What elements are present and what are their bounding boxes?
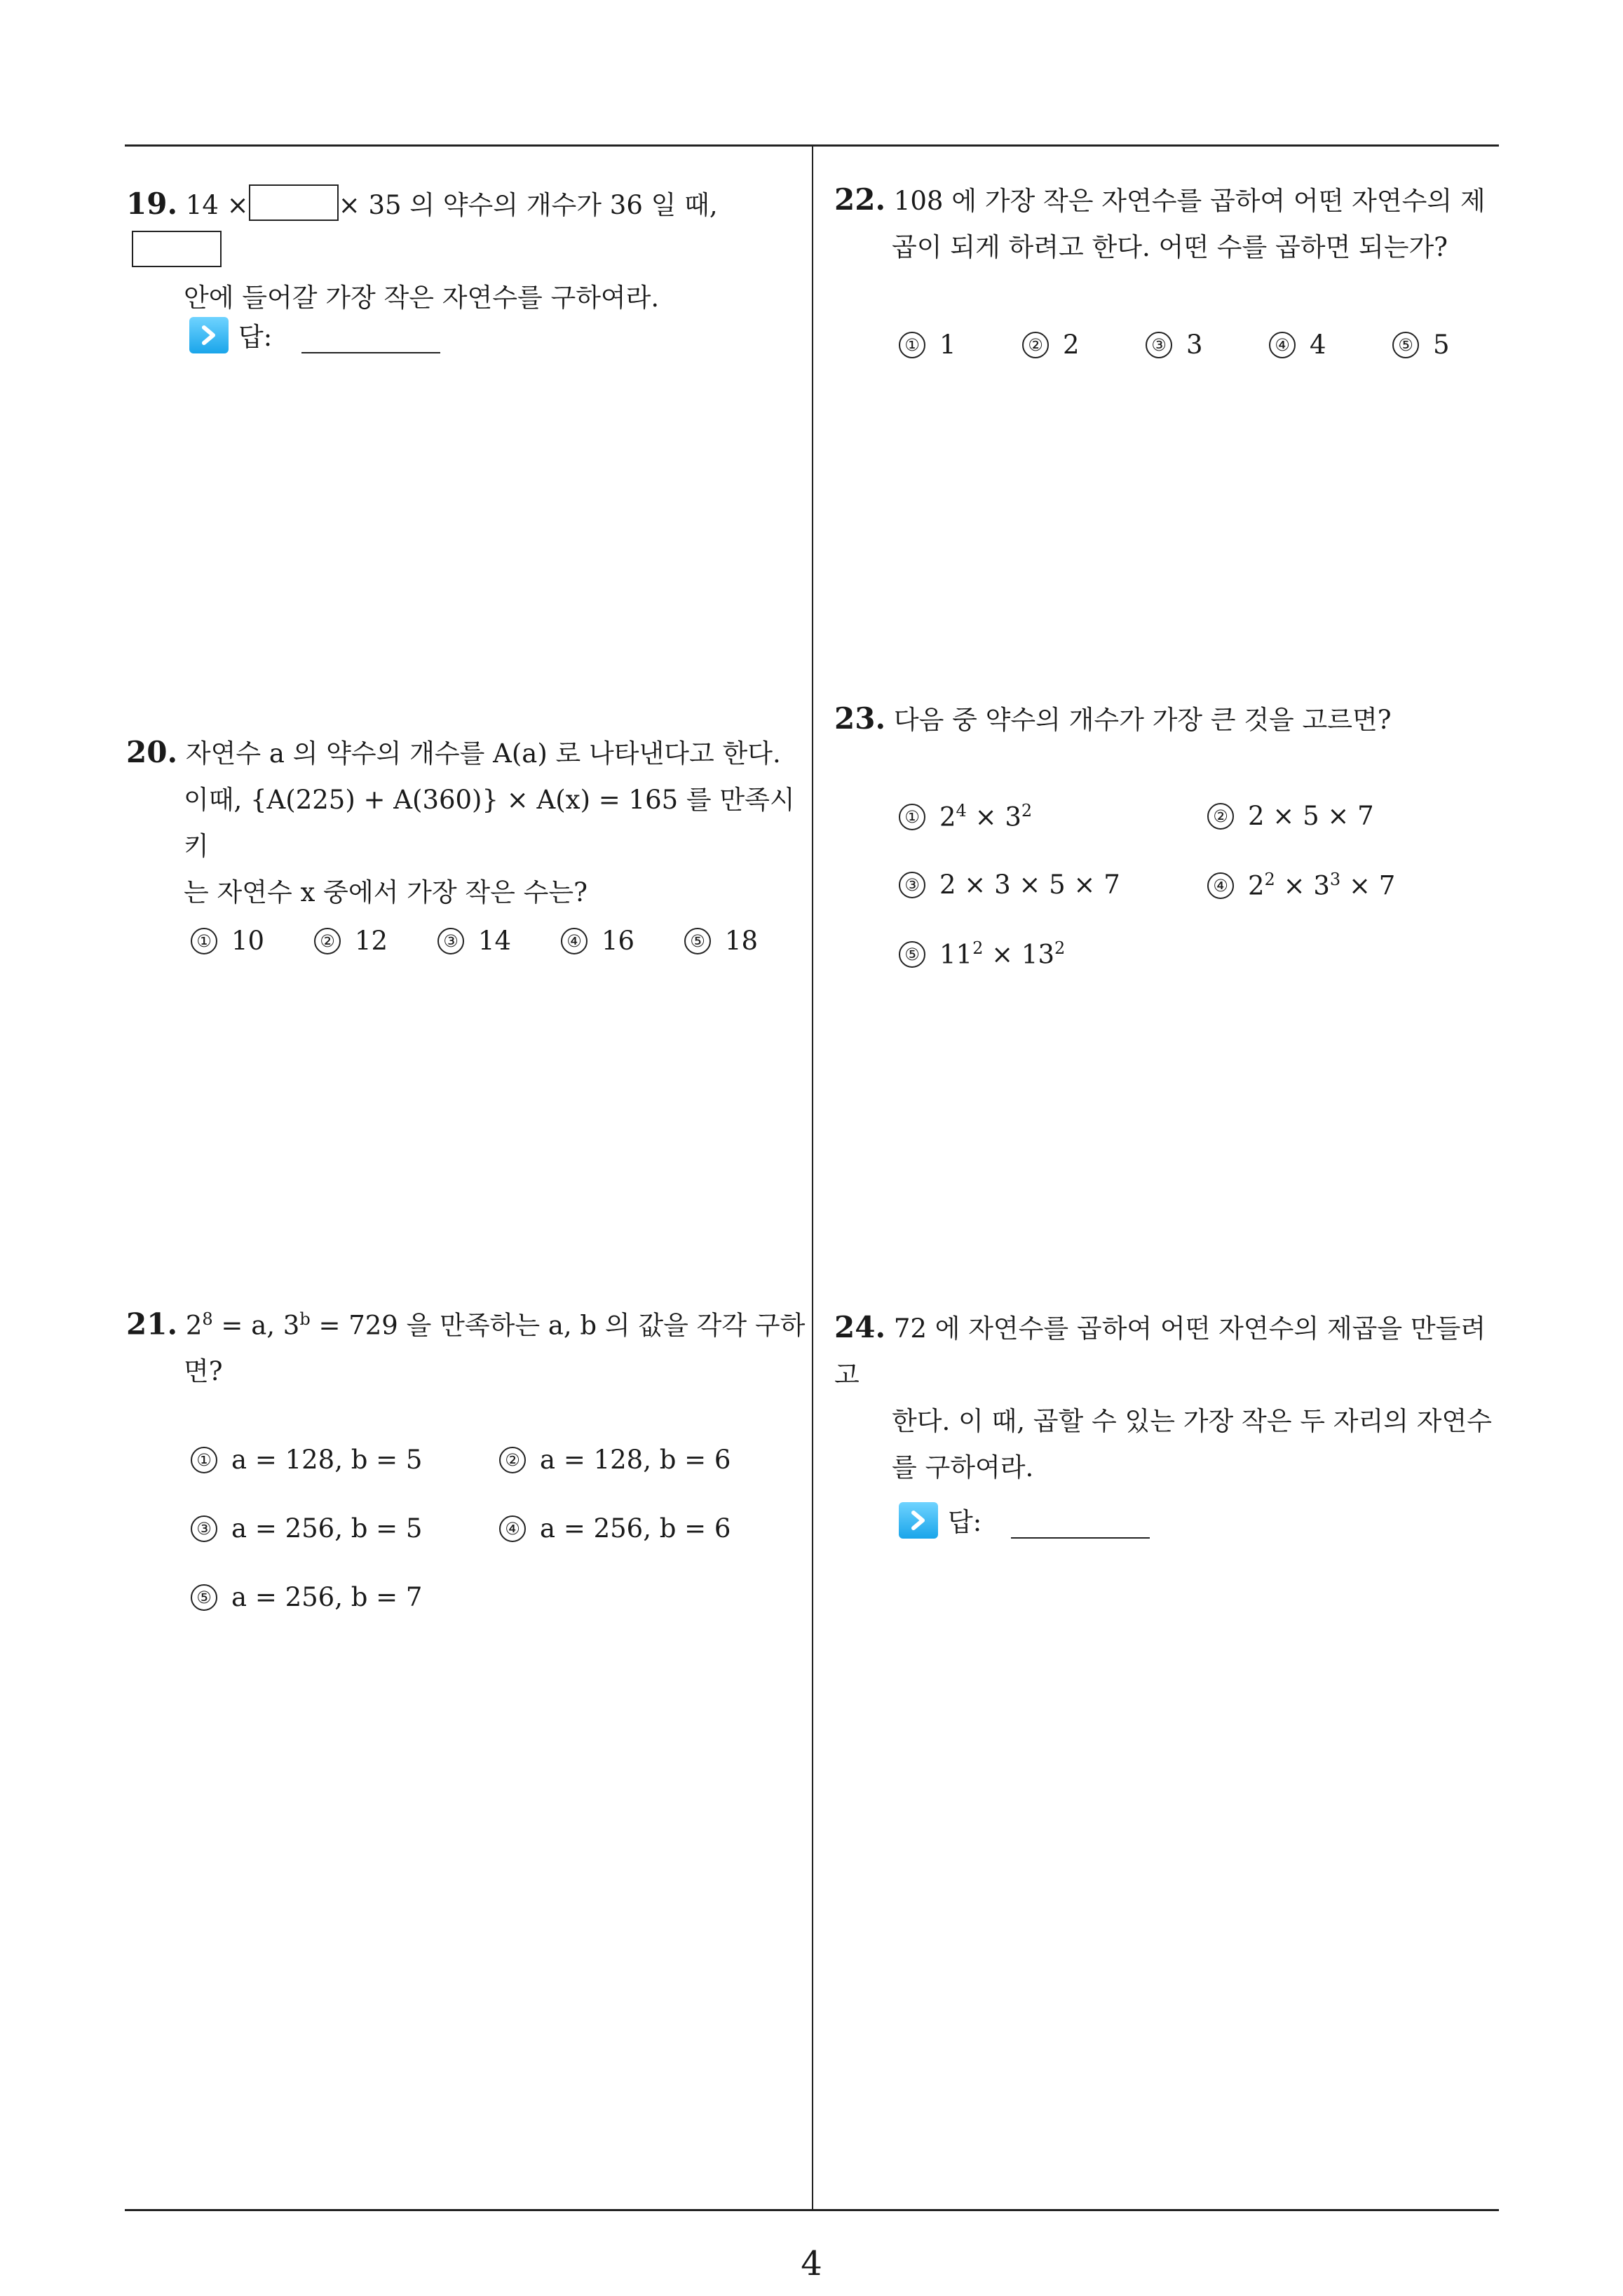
choice-21-4[interactable]: ④ a = 256, b = 6 [499,1513,731,1544]
answer-label: 답: [948,1507,982,1537]
question-number: 20. [126,735,178,769]
choice-23-3[interactable]: ③ 2 × 3 × 5 × 7 [899,870,1120,900]
choice-22-1[interactable]: ① 1 [899,330,956,360]
choice-22-5[interactable]: ⑤ 5 [1392,330,1450,360]
question-20: 20. 자연수 a 의 약수의 개수를 A(a) 로 나타낸다고 한다. 이때, {A(225) + A(360)} × A(x) = 165 를 만족시키 는 자연수 x 중에서 가장 작은 수는? [126,735,795,907]
choice-20-3[interactable]: ③ 14 [437,926,511,956]
answer-label: 답: [238,322,273,352]
question-22: 22. 108 에 가장 작은 자연수를 곱하여 어떤 자연수의 제 곱이 되게 하려고 한다. 어떤 수를 곱하면 되는가? [834,182,1486,262]
question-19 [126,181,799,321]
blank-box [132,231,222,267]
answer-area-24 [899,1501,1150,1539]
chevron-right-icon [189,317,229,353]
answer-blank[interactable] [1011,1506,1150,1539]
choice-23-4[interactable]: ④ $2^2 \times 3^3 \times 7$ [1207,870,1395,900]
column-divider [812,144,813,2210]
choice-20-2[interactable]: ② 12 [314,926,388,956]
blank-box [249,184,339,221]
answer-blank[interactable] [301,321,440,353]
choice-20-5[interactable]: ⑤ 18 [684,926,758,956]
choice-20-1[interactable]: ① 10 [191,926,264,956]
choice-21-3[interactable]: ③ a = 256, b = 5 [191,1513,422,1544]
bottom-rule [125,2209,1499,2211]
question-19-line1: 19. 14 × × 35 의 약수의 개수가 36 일 때, [126,181,799,275]
choice-21-2[interactable]: ② a = 128, b = 6 [499,1445,731,1475]
chevron-right-icon [899,1502,938,1539]
page-number: 4 [801,2244,822,2283]
choice-23-1[interactable]: ① $2^4 \times 3^2$ [899,801,1032,832]
question-23: 23. 다음 중 약수의 개수가 가장 큰 것을 고르면? [834,701,1392,736]
choice-21-5[interactable]: ⑤ a = 256, b = 7 [191,1582,422,1612]
choice-22-4[interactable]: ④ 4 [1269,330,1326,360]
question-number: 23. [834,701,886,736]
question-21: 21. $2^8 = a$, $3^b = 729$ 을 만족하는 a, b 의 값을 각각 구하 면? [126,1306,806,1387]
question-24: 24. 72 에 자연수를 곱하여 어떤 자연수의 제곱을 만들려고 한다. 이 때, 곱할 수 있는 가장 작은 두 자리의 자연수 를 구하여라. [834,1310,1492,1483]
choice-22-2[interactable]: ② 2 [1022,330,1080,360]
choice-23-5[interactable]: ⑤ $11^2 \times 13^2$ [899,938,1065,969]
question-number: 24. [834,1310,886,1344]
choice-21-1[interactable]: ① a = 128, b = 5 [191,1445,422,1475]
choice-22-3[interactable]: ③ 3 [1146,330,1203,360]
question-number: 22. [834,182,886,217]
question-19-line2: 안에 들어갈 가장 작은 자연수를 구하여라. [184,283,660,313]
question-number: 19. [126,187,178,221]
answer-area-19 [189,316,440,353]
question-number: 21. [126,1306,178,1342]
choice-20-4[interactable]: ④ 16 [561,926,634,956]
choice-23-2[interactable]: ② 2 × 5 × 7 [1207,801,1374,831]
